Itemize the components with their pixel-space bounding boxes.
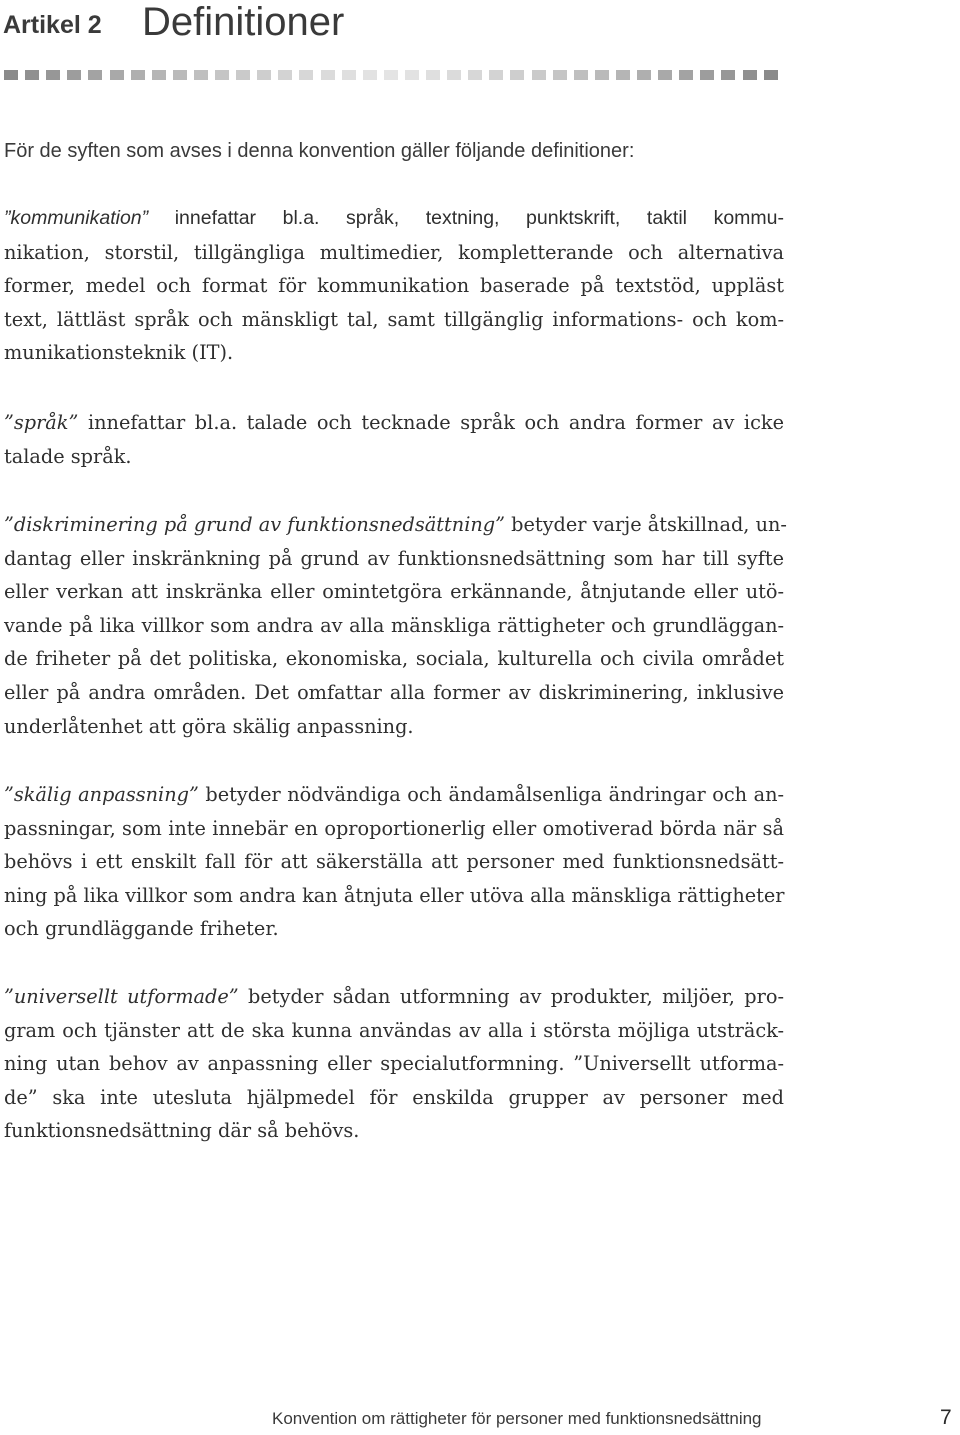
dot-square bbox=[616, 70, 630, 80]
definition-text: betyder nödvändiga och ändamålsenliga ändringar och an- bbox=[198, 783, 785, 806]
definition-line: text, lättläst språk och mänskligt tal, samt tillgänglig informations- och kom- bbox=[4, 307, 784, 331]
dot-square bbox=[489, 70, 503, 80]
definition-line: eller verkan att inskränka eller omintetgöra erkännande, åtnjutande eller utö- bbox=[4, 580, 784, 604]
dot-square bbox=[574, 70, 588, 80]
dot-square bbox=[25, 70, 39, 80]
dot-square bbox=[110, 70, 124, 80]
definition-text: innefattar bl.a. talade och tecknade språk och andra former av icke bbox=[78, 411, 784, 434]
dot-square bbox=[637, 70, 651, 80]
definition-line: underlåtenhet att göra skälig anpassning. bbox=[4, 714, 414, 738]
definition-text: betyder sådan utformning av produkter, miljöer, pro- bbox=[238, 985, 784, 1008]
definition-line: talade språk. bbox=[4, 444, 132, 468]
dot-square bbox=[595, 70, 609, 80]
definition-line: nikation, storstil, tillgängliga multimedier, kompletterande och alternativa bbox=[4, 240, 784, 264]
dot-square bbox=[510, 70, 524, 80]
definition-diskriminering bbox=[4, 508, 787, 743]
dot-square bbox=[532, 70, 546, 80]
definition-line: behövs i ett enskilt fall för att säkerställa att personer med funktionsnedsätt- bbox=[4, 850, 784, 874]
dot-square bbox=[278, 70, 292, 80]
dot-square bbox=[405, 70, 419, 80]
dot-square bbox=[299, 70, 313, 80]
dot-square bbox=[700, 70, 714, 80]
dot-square bbox=[721, 70, 735, 80]
definition-kommunikation bbox=[4, 201, 784, 370]
definition-line: former, medel och format för kommunikation baserade på textstöd, uppläst bbox=[4, 274, 784, 298]
definition-line bbox=[4, 778, 784, 812]
definition-line bbox=[4, 406, 784, 440]
definition-universellt-utformade bbox=[4, 980, 784, 1148]
dot-square bbox=[257, 70, 271, 80]
definition-line: munikationsteknik (IT). bbox=[4, 341, 234, 365]
definition-term: ”diskriminering på grund av funktionsnedsättning” bbox=[4, 513, 505, 536]
dot-square bbox=[173, 70, 187, 80]
dot-square bbox=[679, 70, 693, 80]
dot-square bbox=[764, 70, 778, 80]
dot-square bbox=[384, 70, 398, 80]
intro-text: För de syften som avses i denna konvention gäller följande definitioner: bbox=[4, 140, 635, 162]
dot-square bbox=[426, 70, 440, 80]
definition-line: ning på lika villkor som andra kan åtnjuta eller utöva alla mänskliga rättigheter bbox=[4, 883, 785, 907]
dot-square bbox=[447, 70, 461, 80]
definition-sprak bbox=[4, 406, 784, 473]
article-title: Definitioner bbox=[142, 0, 345, 44]
dot-square bbox=[743, 70, 757, 80]
definition-line: ning utan behov av anpassning eller specialutformning. ”Universellt utforma- bbox=[4, 1052, 784, 1076]
definition-line bbox=[4, 508, 787, 542]
definition-line: de friheter på det politiska, ekonomiska, sociala, kulturella och civila området bbox=[4, 647, 784, 671]
definition-skalig-anpassning bbox=[4, 778, 784, 946]
dot-square bbox=[321, 70, 335, 80]
definition-line: dantag eller inskränkning på grund av funktionsnedsättning som har till syfte bbox=[4, 546, 784, 570]
definition-line: eller på andra områden. Det omfattar alla former av diskriminering, inklusive bbox=[4, 680, 784, 704]
footer-title: Konvention om rättigheter för personer med funktionsnedsättning bbox=[272, 1409, 762, 1428]
page-number: 7 bbox=[940, 1406, 952, 1429]
decorative-dot-rule bbox=[4, 70, 784, 80]
definition-term: ”skälig anpassning” bbox=[4, 783, 199, 806]
definition-term: ”universellt utformade” bbox=[4, 985, 239, 1008]
definition-term: ”kommunikation” bbox=[4, 207, 149, 229]
dot-square bbox=[131, 70, 145, 80]
dot-square bbox=[553, 70, 567, 80]
definition-term: ”språk” bbox=[4, 411, 79, 434]
definition-text: innefattar bl.a. språk, textning, punktskrift, taktil kommu- bbox=[148, 207, 784, 229]
dot-square bbox=[236, 70, 250, 80]
definition-line: funktionsnedsättning där så behövs. bbox=[4, 1119, 360, 1143]
dot-square bbox=[363, 70, 377, 80]
dot-square bbox=[4, 70, 18, 80]
dot-square bbox=[152, 70, 166, 80]
definition-line: gram och tjänster att de ska kunna användas av alla i största möjliga utsträck- bbox=[4, 1018, 784, 1042]
dot-square bbox=[658, 70, 672, 80]
definition-line: och grundläggande friheter. bbox=[4, 917, 279, 941]
definition-line: de” ska inte utesluta hjälpmedel för enskilda grupper av personer med bbox=[4, 1085, 784, 1109]
dot-square bbox=[88, 70, 102, 80]
article-label: Artikel 2 bbox=[3, 11, 102, 39]
dot-square bbox=[342, 70, 356, 80]
dot-square bbox=[67, 70, 81, 80]
definition-line: vande på lika villkor som andra av alla mänskliga rättigheter och grundläggan- bbox=[4, 613, 784, 637]
dot-square bbox=[46, 70, 60, 80]
dot-square bbox=[468, 70, 482, 80]
dot-square bbox=[194, 70, 208, 80]
definition-line bbox=[4, 980, 784, 1014]
definition-line bbox=[4, 201, 784, 236]
definition-line: passningar, som inte innebär en oproportionerlig eller omotiverad börda när så bbox=[4, 816, 784, 840]
dot-square bbox=[215, 70, 229, 80]
definition-text: betyder varje åtskillnad, un- bbox=[504, 513, 787, 536]
